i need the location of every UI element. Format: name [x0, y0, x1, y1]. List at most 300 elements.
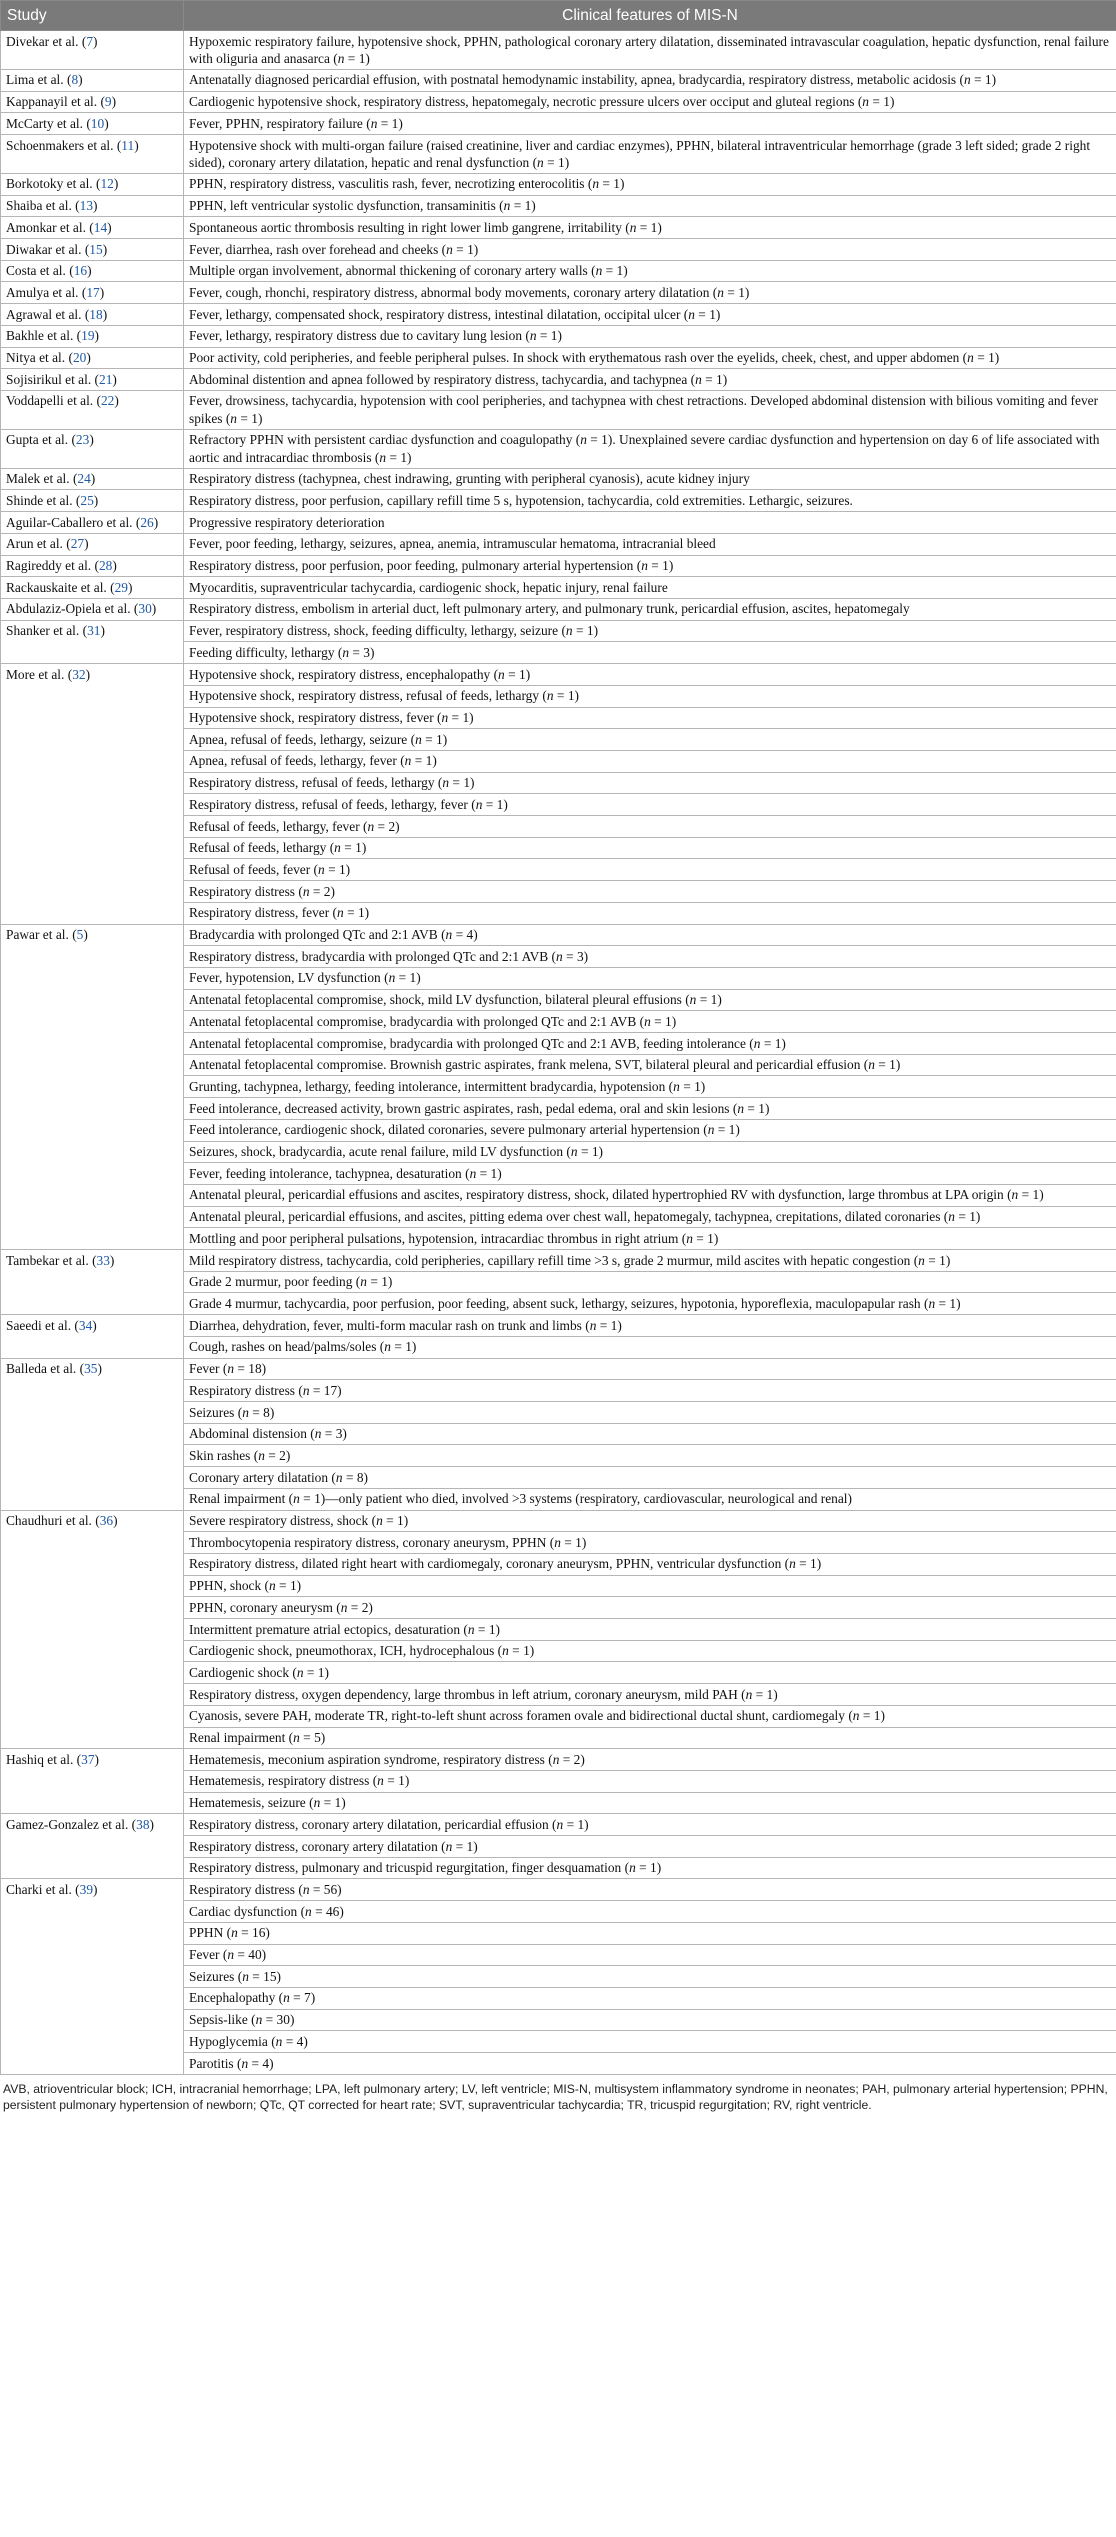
feature-text: Apnea, refusal of feeds, lethargy, seizure [189, 731, 408, 747]
study-name: Voddapelli et al. [6, 393, 94, 409]
study-reference: 38 [136, 1816, 150, 1832]
study-name: Gupta et al. [6, 432, 69, 448]
patient-count: 1 [397, 1513, 404, 1529]
features-cell: PPHN, respiratory distress, vasculitis rash, fever, necrotizing enterocolitis (n = 1) [184, 173, 1116, 195]
features-cell: Respiratory distress, pulmonary and tricuspid regurgitation, finger desquamation (n = 1) [184, 1857, 1116, 1879]
table-row [1, 533, 1116, 555]
features-cell: Antenatal fetoplacental compromise, bradycardia with prolonged QTc and 2:1 AVB (n = 1) [184, 1011, 1116, 1033]
patient-count: 1 [462, 710, 470, 725]
n-symbol: n [258, 1447, 265, 1463]
study-name: Borkotoky et al. [6, 176, 93, 192]
patient-count: 1 [466, 1838, 474, 1854]
patient-count: 1 [710, 992, 718, 1008]
feature-text: Fever [189, 1947, 220, 1963]
study-cell: Amulya et al. (17) [1, 282, 184, 304]
features-cell: PPHN (n = 16) [184, 1922, 1116, 1944]
patient-count: 18 [248, 1361, 262, 1377]
feature-text: Cardiogenic shock [189, 1664, 290, 1680]
feature-text: Feeding difficulty, lethargy [189, 644, 335, 660]
feature-text: Antenatal pleural, pericardial effusions, and ascites, pitting edema over chest wall, hepatomegaly, tachypnea, crepitations, dilated coronaries [189, 1209, 941, 1225]
study-cell: Schoenmakers et al. (11) [1, 135, 184, 174]
patient-count: 1 [694, 1078, 701, 1094]
n-symbol: n [242, 1968, 249, 1984]
table-row [1, 113, 1116, 135]
study-reference: 29 [114, 579, 128, 595]
feature-text: Renal impairment [189, 1730, 286, 1746]
n-symbol: n [546, 688, 554, 704]
features-cell: Multiple organ involvement, abnormal thickening of coronary artery walls (n = 1) [184, 260, 1116, 282]
study-reference: 36 [99, 1513, 114, 1529]
features-cell: Hematemesis, meconium aspiration syndrome, respiratory distress (n = 2) [184, 1749, 1116, 1771]
study-reference: 25 [80, 492, 94, 508]
study-cell: Voddapelli et al. (22) [1, 390, 184, 429]
table-row [1, 429, 1116, 468]
features-cell: Cardiogenic shock, pneumothorax, ICH, hydrocephalous (n = 1) [184, 1640, 1116, 1662]
patient-count: 1 [314, 1491, 321, 1507]
feature-text: Mild respiratory distress, tachycardia, cold peripheries, capillary refill time >3 s, grade 2 murmur, mild ascites with hepatic congestion [189, 1252, 911, 1268]
n-symbol: n [340, 1599, 348, 1615]
features-cell: Severe respiratory distress, shock (n = 1) [184, 1510, 1116, 1532]
features-cell: Hematemesis, seizure (n = 1) [184, 1792, 1116, 1814]
study-cell: Hashiq et al. (37) [1, 1749, 184, 1814]
patient-count: 1 [728, 1122, 736, 1138]
n-symbol: n [595, 263, 603, 279]
n-symbol: n [376, 1513, 383, 1529]
study-cell: Diwakar et al. (15) [1, 239, 184, 261]
n-symbol: n [302, 1382, 310, 1398]
features-cell [184, 533, 1116, 555]
study-reference: 22 [100, 393, 115, 409]
feature-text: Bradycardia with prolonged QTc and 2:1 AVB [189, 927, 438, 943]
feature-text: Refusal of feeds, lethargy, fever [189, 818, 360, 834]
n-symbol: n [296, 1664, 304, 1680]
patient-count: 1 [398, 1773, 405, 1789]
patient-count: 16 [252, 1925, 266, 1941]
features-cell: Fever, lethargy, respiratory distress due to cavitary lung lesion (n = 1) [184, 325, 1116, 347]
n-symbol: n [337, 905, 344, 921]
study-cell: Chaudhuri et al. (36) [1, 1510, 184, 1749]
study-reference: 26 [140, 514, 154, 530]
study-cell: Shinde et al. (25) [1, 490, 184, 512]
feature-text: Respiratory distress, refusal of feeds, lethargy, fever [189, 796, 468, 812]
study-name: McCarty et al. [6, 115, 83, 131]
n-symbol: n [415, 731, 422, 747]
feature-text: Renal impairment [189, 1491, 286, 1507]
feature-text: Hematemesis, respiratory distress [189, 1773, 370, 1789]
feature-text: Respiratory distress [189, 883, 295, 899]
n-symbol: n [379, 449, 387, 465]
n-symbol: n [552, 1751, 560, 1767]
study-reference: 5 [76, 927, 84, 943]
patient-count: 1 [616, 263, 624, 279]
feature-text: Respiratory distress, refusal of feeds, lethargy [189, 775, 435, 791]
features-cell: Antenatal fetoplacental compromise, bradycardia with prolonged QTc and 2:1 AVB, feeding intolerance (n = 1) [184, 1033, 1116, 1055]
patient-count: 1 [1032, 1187, 1040, 1203]
table-row [1, 239, 1116, 261]
study-reference: 13 [79, 198, 94, 214]
features-cell: Fever (n = 18) [184, 1358, 1116, 1380]
feature-text: Antenatal fetoplacental compromise, bradycardia with prolonged QTc and 2:1 AVB, feeding intolerance [189, 1035, 746, 1051]
patient-count: 1 [889, 1057, 896, 1073]
features-cell [184, 512, 1116, 534]
patient-count: 1 [409, 970, 417, 986]
n-symbol: n [498, 666, 505, 682]
table-row [1, 91, 1116, 113]
patient-count: 1 [883, 94, 890, 110]
feature-text: Seizures, shock, bradycardia, acute renal failure, mild LV dysfunction [189, 1144, 564, 1160]
feature-text: Abdominal distension [189, 1426, 307, 1442]
study-cell: More et al. (32) [1, 664, 184, 924]
table-body [1, 31, 1116, 2075]
feature-text: Diarrhea, dehydration, fever, multi-form macular rash on trunk and limbs [189, 1317, 582, 1333]
n-symbol: n [360, 1274, 367, 1290]
feature-text: Fever, feeding intolerance, tachypnea, desaturation [189, 1165, 462, 1181]
patient-count: 3 [576, 948, 584, 964]
feature-text: Fever, lethargy, respiratory distress due to cavitary lung lesion [189, 328, 523, 344]
n-symbol: n [377, 1773, 384, 1789]
study-reference: 12 [100, 176, 114, 192]
n-symbol: n [967, 350, 974, 366]
feature-text: Hypotensive shock, respiratory distress, fever [189, 710, 434, 725]
table-row [1, 924, 1116, 946]
features-cell: Fever (n = 40) [184, 1944, 1116, 1966]
features-cell: Seizures (n = 15) [184, 1966, 1116, 1988]
feature-text: Fever, PPHN, respiratory failure [189, 115, 363, 131]
n-symbol: n [641, 558, 648, 574]
study-cell: Aguilar-Caballero et al. (26) [1, 512, 184, 534]
table-row [1, 577, 1116, 599]
n-symbol: n [318, 861, 325, 877]
study-name: Tambekar et al. [6, 1252, 89, 1268]
features-cell: Cough, rashes on head/palms/soles (n = 1) [184, 1336, 1116, 1358]
features-cell: Cardiogenic shock (n = 1) [184, 1662, 1116, 1684]
features-cell: Hypotensive shock, respiratory distress, encephalopathy (n = 1) [184, 664, 1116, 686]
table-row [1, 195, 1116, 217]
features-cell: Thrombocytopenia respiratory distress, coronary aneurysm, PPHN (n = 1) [184, 1532, 1116, 1554]
n-symbol: n [275, 2033, 283, 2049]
n-symbol: n [789, 1556, 796, 1572]
study-cell: Nitya et al. (20) [1, 347, 184, 369]
features-cell: Hypoxemic respiratory failure, hypotensive shock, PPHN, pathological coronary artery dilatation, disseminated intravascular coagulation, hepatic dysfunction, renal failure with oliguria and anasarca (n = 1) [184, 31, 1116, 70]
table-row [1, 598, 1116, 620]
features-cell: Cyanosis, severe PAH, moderate TR, right-to-left shunt across foramen ovale and bidirectional ductal shunt, cardiomegaly (n = 1) [184, 1705, 1116, 1727]
n-symbol: n [268, 1578, 276, 1594]
table-row [1, 135, 1116, 174]
patient-count: 1 [601, 432, 608, 448]
feature-text: Cough, rashes on head/palms/soles [189, 1339, 377, 1355]
features-cell: Respiratory distress, bradycardia with prolonged QTc and 2:1 AVB (n = 3) [184, 946, 1116, 968]
feature-text: Hematemesis, seizure [189, 1795, 306, 1811]
patient-count: 40 [248, 1947, 262, 1963]
n-symbol: n [335, 1469, 343, 1485]
features-cell: Spontaneous aortic thrombosis resulting in right lower limb gangrene, irritability (n = 1) [184, 217, 1116, 239]
patient-count: 1 [400, 449, 408, 465]
patient-count: 1 [317, 1664, 325, 1680]
study-reference: 39 [79, 1881, 94, 1897]
feature-text: Skin rashes [189, 1447, 251, 1463]
study-name: Pawar et al. [6, 927, 69, 943]
features-cell: Antenatal fetoplacental compromise, shock, mild LV dysfunction, bilateral pleural effusions (n = 1) [184, 989, 1116, 1011]
study-name: Agrawal et al. [6, 306, 82, 322]
study-reference: 24 [77, 471, 91, 487]
n-symbol: n [231, 1925, 238, 1941]
feature-text: Feed intolerance, cardiogenic shock, dilated coronaries, severe pulmonary arterial hypertension [189, 1122, 700, 1138]
feature-text: Respiratory distress [189, 1881, 295, 1897]
features-cell: PPHN, shock (n = 1) [184, 1575, 1116, 1597]
n-symbol: n [688, 306, 695, 322]
features-cell: Cardiac dysfunction (n = 46) [184, 1901, 1116, 1923]
study-name: Gamez-Gonzalez et al. [6, 1816, 129, 1832]
n-symbol: n [475, 796, 483, 812]
study-name: Diwakar et al. [6, 241, 82, 257]
feature-text: PPHN [189, 1925, 224, 1941]
features-cell [184, 598, 1116, 620]
study-cell: Gamez-Gonzalez et al. (38) [1, 1814, 184, 1879]
study-cell: Malek et al. (24) [1, 468, 184, 490]
patient-count: 56 [323, 1881, 338, 1897]
table-row [1, 490, 1116, 512]
feature-text: Hypoglycemia [189, 2033, 268, 2049]
n-symbol: n [580, 432, 587, 448]
features-cell: Fever, diarrhea, rash over forehead and cheeks (n = 1) [184, 239, 1116, 261]
patient-count: 1 [738, 284, 745, 300]
study-reference: 32 [72, 666, 86, 682]
feature-text: Respiratory distress, fever [189, 905, 330, 921]
features-cell: Apnea, refusal of feeds, lethargy, seizure (n = 1) [184, 729, 1116, 751]
patient-count: 1 [610, 1317, 618, 1333]
n-symbol: n [948, 1209, 955, 1225]
patient-count: 1 [662, 558, 669, 574]
features-cell: Abdominal distention and apnea followed by respiratory distress, tachycardia, and tachypnea (n = 1) [184, 369, 1116, 391]
features-cell: Feed intolerance, decreased activity, brown gastric aspirates, rash, pedal edema, oral and skin lesions (n = 1) [184, 1098, 1116, 1120]
features-cell: Respiratory distress, dilated right heart with cardiomegaly, coronary aneurysm, PPHN, ventricular dysfunction (n = 1) [184, 1553, 1116, 1575]
features-cell: Fever, PPHN, respiratory failure (n = 1) [184, 113, 1116, 135]
feature-text: Abdominal distention and apnea followed by respiratory distress, tachycardia, and tachypnea [189, 371, 688, 387]
study-name: Amulya et al. [6, 284, 79, 300]
feature-text: Antenatally diagnosed pericardial effusion, with postnatal hemodynamic instability, apnea, bradycardia, respiratory distress, metabolic acidosis [189, 72, 957, 88]
feature-text: Fever, diarrhea, rash over forehead and cheeks [189, 241, 439, 257]
n-symbol: n [242, 1404, 249, 1420]
study-name: Balleda et al. [6, 1361, 77, 1377]
table-row [1, 1250, 1116, 1272]
patient-count: 8 [356, 1469, 364, 1485]
study-cell: McCarty et al. (10) [1, 113, 184, 135]
patient-count: 2 [361, 1599, 369, 1615]
n-symbol: n [589, 1317, 597, 1333]
study-cell: Balleda et al. (35) [1, 1358, 184, 1510]
study-cell: Agrawal et al. (18) [1, 304, 184, 326]
n-symbol: n [446, 241, 453, 257]
features-cell [184, 490, 1116, 512]
n-symbol: n [707, 1122, 715, 1138]
patient-count: 1 [523, 1643, 530, 1659]
n-symbol: n [644, 1013, 651, 1029]
patient-count: 1 [939, 1252, 946, 1268]
features-column-header: Clinical features of MIS-N [184, 1, 1116, 31]
study-cell: Arun et al. (27) [1, 533, 184, 555]
patient-count: 1 [716, 371, 723, 387]
patient-count: 8 [263, 1404, 270, 1420]
n-symbol: n [442, 775, 450, 791]
patient-count: 1 [650, 219, 658, 235]
feature-text: Refractory PPHN with persistent cardiac dysfunction and coagulopathy [189, 432, 573, 448]
features-cell: Hematemesis, respiratory distress (n = 1) [184, 1770, 1116, 1792]
patient-count: 46 [325, 1903, 340, 1919]
features-cell: Sepsis-like (n = 30) [184, 2009, 1116, 2031]
features-cell: Respiratory distress, coronary artery dilatation (n = 1) [184, 1836, 1116, 1858]
feature-text: Respiratory distress, bradycardia with prolonged QTc and 2:1 AVB [189, 948, 549, 964]
patient-count: 2 [279, 1447, 286, 1463]
study-reference: 9 [104, 94, 112, 110]
patient-count: 1 [873, 1708, 881, 1724]
study-name: Sojisirikul et al. [6, 371, 92, 387]
study-name: Shaiba et al. [6, 198, 72, 214]
patient-count: 1 [355, 840, 362, 856]
features-cell: Seizures, shock, bradycardia, acute renal failure, mild LV dysfunction (n = 1) [184, 1141, 1116, 1163]
feature-text: Grade 4 murmur, tachycardia, poor perfusion, poor feeding, absent suck, lethargy, seizures, hypotonia, hyporeflexia, maculopapular rash [189, 1295, 921, 1311]
patient-count: 1 [988, 350, 995, 366]
feature-text: Feed intolerance, decreased activity, brown gastric aspirates, rash, pedal edema, oral and skin lesions [189, 1100, 730, 1116]
patient-count: 1 [707, 1230, 714, 1246]
feature-text: Cyanosis, severe PAH, moderate TR, right-to-left shunt across foramen ovale and bidirectional ductal shunt, cardiomegaly [189, 1708, 845, 1724]
feature-text: Respiratory distress [189, 1382, 295, 1398]
study-cell: Divekar et al. (7) [1, 31, 184, 70]
patient-count: 1 [550, 328, 558, 344]
n-symbol: n [334, 840, 341, 856]
table-row [1, 1814, 1116, 1836]
patient-count: 1 [586, 623, 594, 639]
patient-count: 1 [490, 1165, 498, 1181]
table-row [1, 468, 1116, 490]
patient-count: 17 [323, 1382, 338, 1398]
feature-text: Seizures [189, 1968, 235, 1984]
study-cell: Charki et al. (39) [1, 1879, 184, 2074]
patient-count: 4 [466, 927, 474, 943]
features-cell: Hypotensive shock, respiratory distress, refusal of feeds, lethargy (n = 1) [184, 685, 1116, 707]
study-reference: 30 [138, 601, 152, 617]
feature-text: Respiratory distress, pulmonary and tricuspid regurgitation, finger desquamation [189, 1860, 622, 1876]
study-name: Shanker et al. [6, 623, 80, 639]
study-name: Charki et al. [6, 1881, 72, 1897]
n-symbol: n [255, 2012, 263, 2028]
feature-text: Hypotensive shock with multi-organ failure (raised creatinine, liver and cardiac enzymes), PPHN, bilateral intraventricular hemorrhage (grade 3 left sided; grade 2 right sided), coronary artery dilatation, hepatic and renal dysfunction [189, 137, 1091, 170]
study-cell: Tambekar et al. (33) [1, 1250, 184, 1315]
study-reference: 17 [86, 284, 100, 300]
study-name: Ragireddy et al. [6, 558, 92, 574]
patient-count: 1 [496, 796, 504, 812]
feature-text: PPHN, coronary aneurysm [189, 1599, 333, 1615]
patient-count: 1 [381, 1274, 388, 1290]
n-symbol: n [737, 1100, 745, 1116]
feature-text: Cardiogenic shock, pneumothorax, ICH, hydrocephalous [189, 1643, 495, 1659]
patient-count: 1 [567, 688, 575, 704]
study-cell: Sojisirikul et al. (21) [1, 369, 184, 391]
features-cell: Grade 2 murmur, poor feeding (n = 1) [184, 1271, 1116, 1293]
n-symbol: n [963, 72, 971, 88]
table-row [1, 1510, 1116, 1532]
feature-text: Respiratory distress, oxygen dependency, large thrombus in left atrium, coronary aneurysm, mild PAH [189, 1686, 738, 1702]
patient-count: 3 [363, 644, 370, 660]
table-row [1, 369, 1116, 391]
features-cell: Antenatal pleural, pericardial effusions, and ascites, pitting edema over chest wall, hepatomegaly, tachypnea, crepitations, dilated coronaries (n = 1) [184, 1206, 1116, 1228]
n-symbol: n [529, 328, 537, 344]
study-reference: 16 [73, 263, 88, 279]
patient-count: 1 [334, 1795, 342, 1811]
study-column-header: Study [1, 1, 184, 31]
feature-text: Grunting, tachypnea, lethargy, feeding intolerance, intermittent bradycardia, hypotension [189, 1078, 666, 1094]
feature-text: Fever [189, 1361, 220, 1377]
table-row [1, 1358, 1116, 1380]
study-name: Schoenmakers et al. [6, 137, 114, 153]
features-cell: Renal impairment (n = 1)—only patient who died, involved >3 systems (respiratory, cardiovascular, neurological and renal) [184, 1488, 1116, 1510]
study-cell: Bakhle et al. (19) [1, 325, 184, 347]
study-name: Kappanayil et al. [6, 94, 98, 110]
n-symbol: n [686, 1230, 693, 1246]
feature-text: PPHN, shock [189, 1578, 262, 1594]
feature-text: Thrombocytopenia respiratory distress, coronary aneurysm, PPHN [189, 1534, 547, 1550]
study-cell: Rackauskaite et al. (29) [1, 577, 184, 599]
patient-count: 1 [425, 753, 433, 769]
patient-count: 2 [388, 818, 396, 834]
n-symbol: n [1011, 1187, 1019, 1203]
study-reference: 35 [84, 1361, 98, 1377]
features-cell: Fever, lethargy, compensated shock, respiratory distress, intestinal dilatation, occipital ulcer (n = 1) [184, 304, 1116, 326]
study-reference: 23 [75, 432, 90, 448]
table-row [1, 347, 1116, 369]
n-symbol: n [227, 1361, 235, 1377]
n-symbol: n [302, 1881, 310, 1897]
study-name: Aguilar-Caballero et al. [6, 514, 133, 530]
study-name: Nitya et al. [6, 350, 66, 366]
feature-text: Mottling and poor peripheral pulsations, hypotension, intracardiac thrombus in right atrium [189, 1230, 679, 1246]
study-reference: 19 [81, 328, 95, 344]
patient-count: 2 [323, 883, 331, 899]
study-reference: 15 [89, 241, 103, 257]
feature-text: Hypotensive shock, respiratory distress, refusal of feeds, lethargy [189, 688, 540, 704]
feature-text: PPHN, respiratory distress, vasculitis rash, fever, necrotizing enterocolitis [189, 176, 585, 192]
features-cell: Intermittent premature atrial ectopics, desaturation (n = 1) [184, 1619, 1116, 1641]
feature-text: Fever, hypotension, LV dysfunction [189, 970, 381, 986]
study-cell: Gupta et al. (23) [1, 429, 184, 468]
patient-count: 1 [488, 1621, 496, 1637]
patient-count: 1 [709, 306, 716, 322]
patient-count: 7 [304, 1990, 311, 2006]
feature-text: Sepsis-like [189, 2012, 248, 2028]
feature-text-tail: —only patient who died, involved >3 systems (respiratory, cardiovascular, neurological and renal) [325, 1491, 852, 1507]
feature-text: Coronary artery dilatation [189, 1469, 329, 1485]
features-cell: Fever, hypotension, LV dysfunction (n = 1) [184, 967, 1116, 989]
n-symbol: n [404, 753, 412, 769]
table-row [1, 325, 1116, 347]
features-cell: Refractory PPHN with persistent cardiac dysfunction and coagulopathy (n = 1). Unexplained severe cardiac dysfunction and hypertension on day 6 of life associated with aortic and intracardiac thrombosis (n = 1) [184, 429, 1116, 468]
study-reference: 7 [86, 33, 94, 49]
n-symbol: n [689, 992, 697, 1008]
table-row [1, 1749, 1116, 1771]
study-reference: 33 [96, 1252, 110, 1268]
table-row [1, 1315, 1116, 1337]
features-cell: Mild respiratory distress, tachycardia, cold peripheries, capillary refill time >3 s, grade 2 murmur, mild ascites with hepatic congestion (n = 1) [184, 1250, 1116, 1272]
features-cell: Diarrhea, dehydration, fever, multi-form macular rash on trunk and limbs (n = 1) [184, 1315, 1116, 1337]
features-cell: Refusal of feeds, lethargy (n = 1) [184, 837, 1116, 859]
n-symbol: n [862, 94, 869, 110]
table-row [1, 390, 1116, 429]
features-cell: Hypotensive shock with multi-organ failure (raised creatinine, liver and cardiac enzymes), PPHN, bilateral intraventricular hemorrhage (grade 3 left sided; grade 2 right sided), coronary artery dilatation, hepatic and renal dysfunction (n = 1) [184, 135, 1116, 174]
n-symbol: n [503, 198, 511, 214]
patient-count: 1 [518, 666, 526, 682]
features-cell: PPHN, coronary aneurysm (n = 2) [184, 1597, 1116, 1619]
patient-count: 1 [558, 154, 565, 170]
patient-count: 1 [251, 410, 258, 426]
